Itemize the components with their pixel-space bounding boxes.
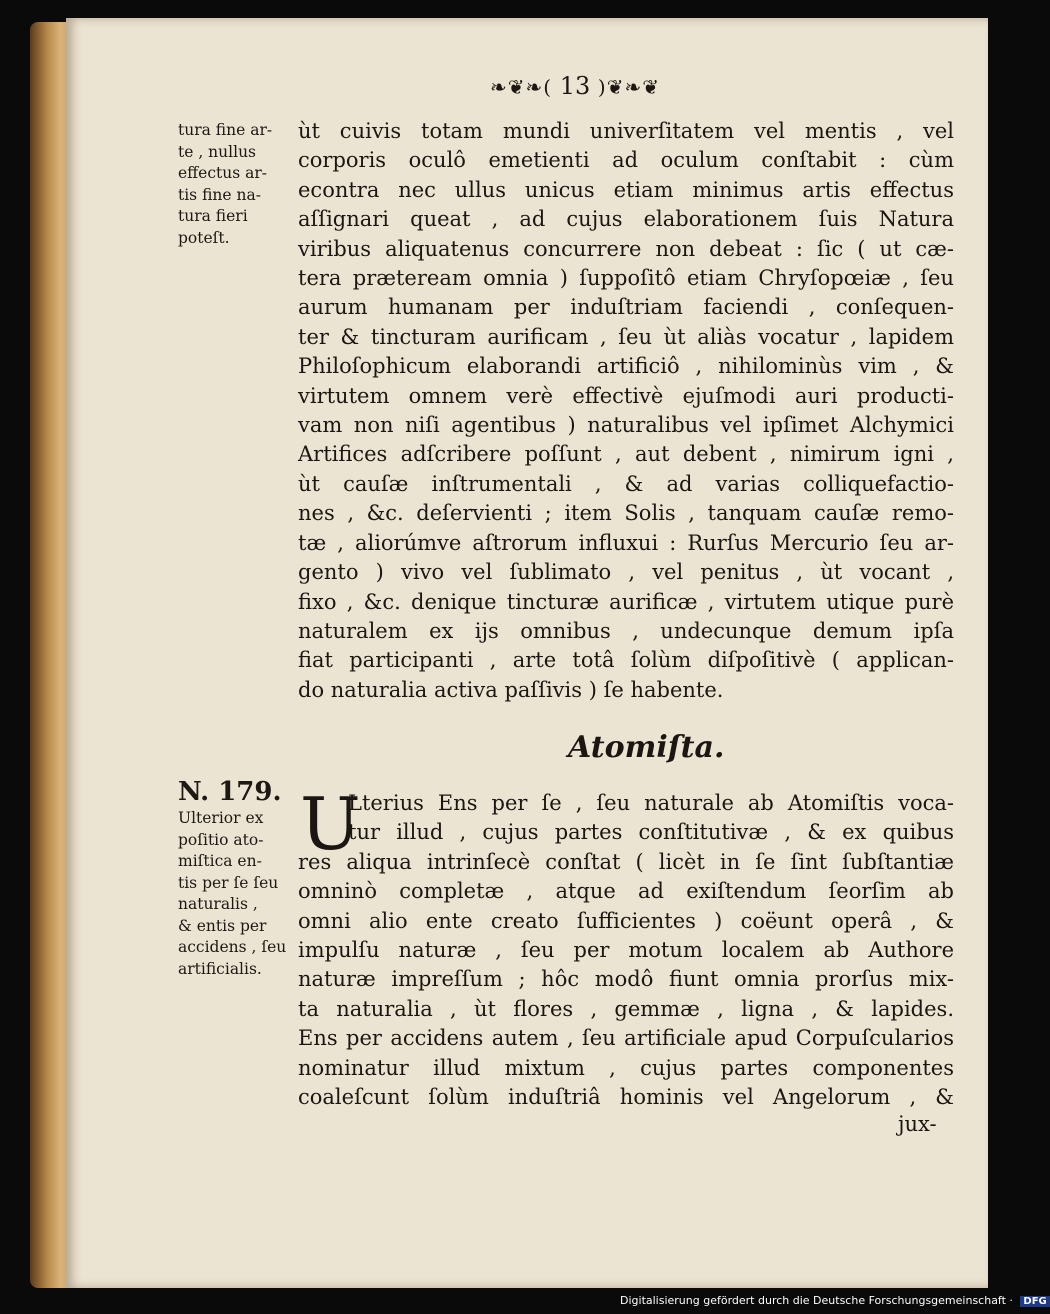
- text-line: nominatur illud mixtum , cujus partes componentes: [298, 1055, 954, 1080]
- margin-note-line: & entis per: [178, 916, 267, 935]
- paragraph-2: [298, 782, 954, 1112]
- header-ornament-right: )❦❧❦: [597, 75, 660, 99]
- catchword: jux-: [898, 1112, 937, 1136]
- margin-note-line: artificialis.: [178, 959, 262, 978]
- margin-note-line: tis fine na-: [178, 185, 261, 204]
- text-line: vam non niſi agentibus ) naturalibus vel ipſimet Alchymici: [298, 413, 954, 438]
- margin-note-line: te , nullus: [178, 142, 256, 161]
- margin-note-1: [178, 120, 278, 249]
- text-line: viribus aliquatenus concurrere non debeat : ſic ( ut cæ-: [298, 236, 954, 261]
- text-line: gento ) vivo vel ſublimato , vel penitus , ùt vocant ,: [298, 560, 954, 585]
- paragraph-1: [298, 117, 954, 705]
- text-line: impulſu naturæ , ſeu per motum localem ab Authore: [298, 938, 954, 963]
- text-line: omninò completæ , atque ad exiſtendum ſeorſim ab: [298, 879, 954, 904]
- text-line: omni alio ente creato ſufficientes ) coëunt operâ , &: [298, 908, 954, 933]
- margin-note-2: [178, 776, 288, 980]
- header-ornament-left: ❧❦❧(: [490, 75, 553, 99]
- text-line: Artifices adſcribere poſſunt , aut debent , nimirum igni ,: [298, 442, 954, 467]
- text-line: do naturalia activa paſſivis ) ſe habente.: [298, 677, 724, 702]
- text-line: nes , &c. deſervienti ; item Solis , tanquam cauſæ remo-: [298, 501, 954, 526]
- text-line: ta naturalia , ùt flores , gemmæ , ligna , & lapides.: [298, 996, 954, 1021]
- text-line: tur illud , cujus partes conſtitutivæ , & ex quibus: [348, 820, 954, 845]
- section-title: Atomiſta.: [568, 730, 725, 765]
- margin-note-line: tura fieri: [178, 207, 248, 225]
- margin-note-line: tura fine ar-: [178, 121, 273, 139]
- margin-note-line: naturalis ,: [178, 895, 258, 913]
- text-line: coaleſcunt ſolùm induſtriâ hominis vel Angelorum , &: [298, 1085, 954, 1110]
- margin-note-line: poſitio ato-: [178, 830, 264, 849]
- text-line: ùt cuivis totam mundi univerſitatem vel mentis , vel: [298, 119, 954, 143]
- margin-note-line: tis per ſe ſeu: [178, 873, 279, 892]
- drop-cap: U: [300, 782, 361, 866]
- funding-footer: [620, 1294, 1047, 1307]
- margin-note-line: accidens , ſeu: [178, 938, 287, 956]
- text-line: ùt cauſæ inſtrumentali , & ad varias colliquefactio-: [298, 471, 954, 496]
- text-line: Lterius Ens per ſe , ſeu naturale ab Atomiſtis voca-: [348, 791, 954, 815]
- text-line: tæ , aliorúmve aſtrorum influxui : Rurſus Mercurio ſeu ar-: [298, 530, 954, 555]
- text-line: corporis oculô emetienti ad oculum conſtabit : cùm: [298, 148, 954, 173]
- text-line: naturalem ex ijs omnibus , undecunque demum ipſa: [298, 618, 954, 643]
- text-line: res aliqua intrinſecè conſtat ( licèt in ſe ſint ſubſtantiæ: [298, 849, 954, 874]
- paragraph-number: N. 179.: [178, 777, 282, 807]
- text-line: Philoſophicum elaborandi artificiô , nihilominùs vim , &: [298, 354, 954, 379]
- text-line: aſſignari queat , ad cujus elaborationem ſuis Natura: [298, 207, 954, 232]
- text-line: econtra nec ullus unicus etiam minimus artis effectus: [298, 177, 954, 202]
- margin-note-line: Ulterior ex: [178, 809, 264, 827]
- text-line: aurum humanam per induſtriam faciendi , conſequen-: [298, 295, 954, 320]
- text-line: Ens per accidens autem , ſeu artificiale apud Corpuſcularios: [298, 1026, 954, 1051]
- text-line: tera prætеream omnia ) ſuppoſitô etiam Chryſopœiæ , ſeu: [298, 266, 954, 291]
- funding-text: Digitalisierung gefördert durch die Deutsche Forschungsgemeinschaft ·: [620, 1294, 1013, 1307]
- margin-note-line: poteſt.: [178, 228, 230, 247]
- text-line: naturæ impreſſum ; hôc modô fiunt omnia prorſus mix-: [298, 967, 954, 992]
- margin-note-line: effectus ar-: [178, 164, 268, 182]
- text-line: virtutem omnem verè effectivè ejuſmodi auri producti-: [298, 383, 954, 408]
- page-number: 13: [559, 72, 591, 100]
- page-header: [490, 72, 730, 100]
- text-line: fiat participanti , arte totâ ſolùm diſpoſitivè ( applican-: [298, 648, 954, 673]
- dfg-logo: DFG: [1020, 1296, 1049, 1307]
- text-line: ter & tincturam aurificam , ſeu ùt aliàs vocatur , lapidem: [298, 324, 954, 349]
- text-line: fixo , &c. denique tincturæ aurificæ , virtutem utique purè: [298, 589, 954, 614]
- margin-note-line: miſtica en-: [178, 852, 262, 870]
